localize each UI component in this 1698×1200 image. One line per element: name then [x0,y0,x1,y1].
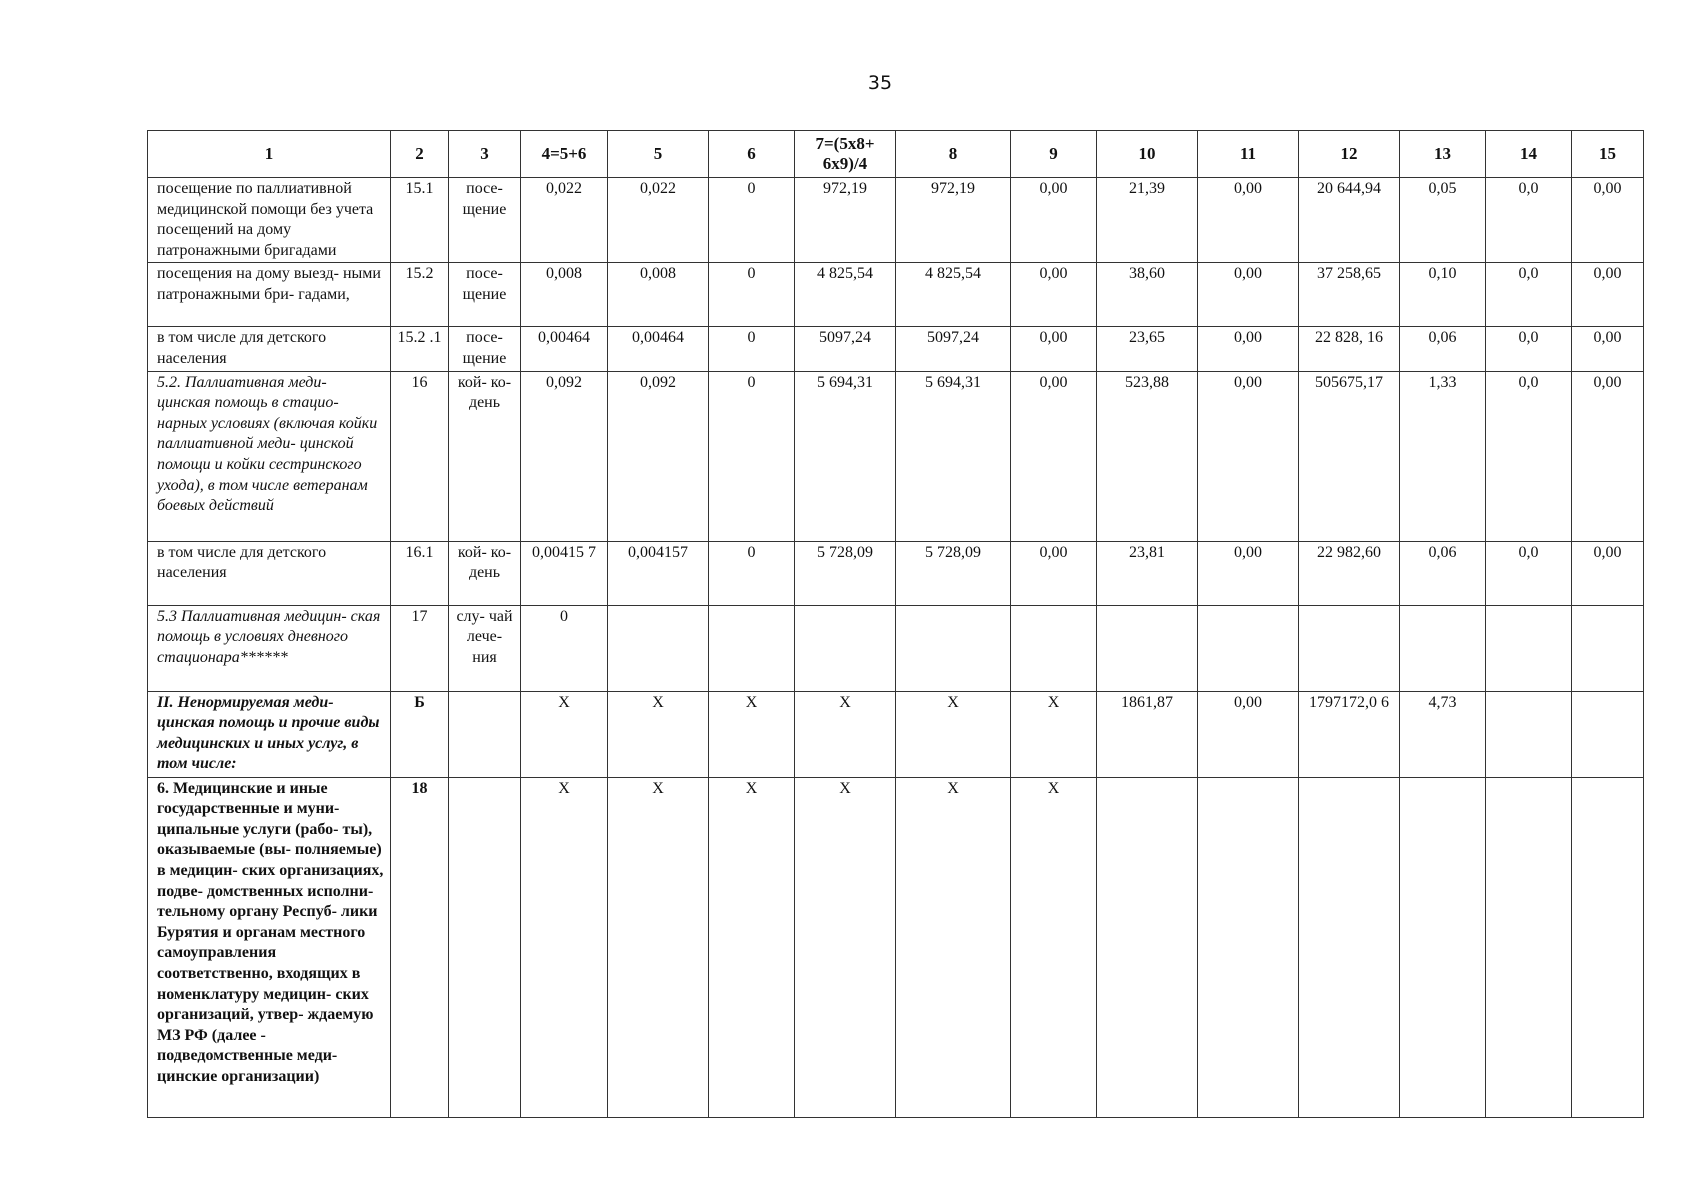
table-cell: 0,00415 7 [521,541,608,605]
table-cell: 0,00464 [521,327,608,371]
table-cell [1400,605,1486,691]
table-cell: Х [896,691,1011,777]
table-row [148,777,1644,1117]
table-cell: 0,10 [1400,263,1486,327]
table-cell: 0,06 [1400,327,1486,371]
table-cell [449,691,521,777]
table-cell: кой- ко- день [449,371,521,541]
table-cell [709,605,795,691]
table-row [148,691,1644,777]
table-cell: 22 828, 16 [1299,327,1400,371]
column-header: 5 [608,131,709,178]
table-cell: 972,19 [795,178,896,263]
column-header: 8 [896,131,1011,178]
table-cell [1486,605,1572,691]
table-cell: 5097,24 [795,327,896,371]
column-header: 6 [709,131,795,178]
table-row [148,605,1644,691]
table-cell: 15.2 [391,263,449,327]
column-header: 14 [1486,131,1572,178]
table-cell [1011,605,1097,691]
column-header: 3 [449,131,521,178]
column-header: 11 [1198,131,1299,178]
table-cell: посе- щение [449,263,521,327]
table-cell: 0,022 [521,178,608,263]
table-cell: Х [521,777,608,1117]
table-cell: посе- щение [449,178,521,263]
row-label-cell: в том числе для детского населения [148,541,391,605]
column-header: 15 [1572,131,1644,178]
table-cell: 0,00 [1572,541,1644,605]
table-cell: Х [1011,691,1097,777]
table-row [148,371,1644,541]
table-cell: 0,00 [1011,371,1097,541]
column-header: 7=(5х8+ 6х9)/4 [795,131,896,178]
table-cell: 22 982,60 [1299,541,1400,605]
table-cell: 0,0 [1486,371,1572,541]
table-cell [1400,777,1486,1117]
table-cell: 23,81 [1097,541,1198,605]
table-cell: 18 [391,777,449,1117]
table-cell [1572,691,1644,777]
table-cell [608,605,709,691]
table-cell: 0,0 [1486,178,1572,263]
table-cell: 5 694,31 [795,371,896,541]
row-label-cell: 6. Медицинские и иные государственные и муни- ципальные услуги (рабо- ты), оказываемые (вы- полняемые) в медицин- ских организациях, подве- домственных исполни- тельному органу Респуб- лики Бурятия и органам местного самоуправления соответственно, входящих в номенклатуру медицин- ских организаций, утвер- ждаемую МЗ РФ (далее - подведомственные меди- цинские организации) [148,777,391,1117]
table-row [148,327,1644,371]
table-cell: 0 [709,327,795,371]
table-cell: кой- ко- день [449,541,521,605]
column-header: 13 [1400,131,1486,178]
row-label-cell: II. Ненормируемая меди- цинская помощь и прочие виды медицинских и иных услуг, в том числе: [148,691,391,777]
row-label-cell: в том числе для детского населения [148,327,391,371]
table-cell [1198,777,1299,1117]
column-header: 2 [391,131,449,178]
table-cell: 0,00 [1198,691,1299,777]
table-cell: 0,008 [521,263,608,327]
table-cell: слу- чай лече- ния [449,605,521,691]
table-cell: 0,092 [608,371,709,541]
table-cell: 0,00 [1572,327,1644,371]
column-header: 1 [148,131,391,178]
table-cell [1097,777,1198,1117]
table-cell: 0,0 [1486,263,1572,327]
table-cell: Х [896,777,1011,1117]
table-cell: 23,65 [1097,327,1198,371]
table-cell: 0,00 [1198,541,1299,605]
table-cell: 0,022 [608,178,709,263]
table-cell: 15.2 .1 [391,327,449,371]
table-cell: 1,33 [1400,371,1486,541]
table-cell: 505675,17 [1299,371,1400,541]
table-cell: Х [608,691,709,777]
table-cell: 15.1 [391,178,449,263]
table-cell: Х [608,777,709,1117]
table-cell: 0,00 [1011,541,1097,605]
table-cell: 4 825,54 [896,263,1011,327]
table-cell [449,777,521,1117]
table-cell: 0,00 [1198,371,1299,541]
table-cell: Х [1011,777,1097,1117]
table-cell: 0,05 [1400,178,1486,263]
table-cell: 0,00 [1011,327,1097,371]
row-label-cell: 5.3 Паллиативная медицин- ская помощь в условиях дневного стационара****** [148,605,391,691]
table-cell: 38,60 [1097,263,1198,327]
table-cell: 0,092 [521,371,608,541]
table-cell: 1797172,0 6 [1299,691,1400,777]
column-header: 12 [1299,131,1400,178]
table-cell: Х [795,691,896,777]
table-cell: 0,004157 [608,541,709,605]
table-cell: 0,00 [1198,327,1299,371]
table-cell: 16.1 [391,541,449,605]
table-cell: 5 728,09 [896,541,1011,605]
table-cell: 0,00464 [608,327,709,371]
table-cell: 21,39 [1097,178,1198,263]
table-row [148,178,1644,263]
column-header: 9 [1011,131,1097,178]
table-cell: 4,73 [1400,691,1486,777]
table-row [148,263,1644,327]
table-cell: 0,00 [1572,263,1644,327]
table-cell: 0 [709,371,795,541]
table-cell: 4 825,54 [795,263,896,327]
table-cell [795,605,896,691]
table-row [148,541,1644,605]
table-cell [1572,605,1644,691]
table-cell [1299,605,1400,691]
table-cell: Х [709,777,795,1117]
table-cell: 0,00 [1011,178,1097,263]
table-cell: 5 694,31 [896,371,1011,541]
table-cell [1198,605,1299,691]
table-cell: 0,06 [1400,541,1486,605]
table-cell: 1861,87 [1097,691,1198,777]
table-cell [1486,777,1572,1117]
table-cell: 523,88 [1097,371,1198,541]
table-cell: 0,008 [608,263,709,327]
table-cell: 0 [709,541,795,605]
table-cell: Х [521,691,608,777]
table-cell: 0 [709,263,795,327]
table-cell: 5 728,09 [795,541,896,605]
table-cell: 972,19 [896,178,1011,263]
row-label-cell: 5.2. Паллиативная меди- цинская помощь в стацио- нарных условиях (включая койки паллиативной меди- цинской помощи и койки сестринского ухода), в том числе ветеранам боевых действий [148,371,391,541]
table-cell: Х [709,691,795,777]
table-cell [1097,605,1198,691]
table-cell: 0,00 [1572,178,1644,263]
table-cell: посе- щение [449,327,521,371]
table-cell: 0,00 [1011,263,1097,327]
table-cell: 0,0 [1486,327,1572,371]
table-cell [1299,777,1400,1117]
table-cell: 0 [709,178,795,263]
table-cell [1486,691,1572,777]
table-cell: Х [795,777,896,1117]
table-cell: 0,00 [1198,263,1299,327]
table-cell: 20 644,94 [1299,178,1400,263]
table-cell [896,605,1011,691]
column-header: 4=5+6 [521,131,608,178]
data-table [147,130,1644,1118]
table-cell [1572,777,1644,1117]
table-cell: 37 258,65 [1299,263,1400,327]
page-number: 35 [867,72,893,94]
row-label-cell: посещение по паллиативной медицинской помощи без учета посещений на дому патронажными бригадами [148,178,391,263]
table-cell: Б [391,691,449,777]
table-cell: 0,00 [1198,178,1299,263]
table-cell: 0 [521,605,608,691]
table-cell: 5097,24 [896,327,1011,371]
table-cell: 0,00 [1572,371,1644,541]
table-header-row [148,131,1644,178]
table-body [148,178,1644,1118]
table-cell: 16 [391,371,449,541]
table-cell: 17 [391,605,449,691]
column-header: 10 [1097,131,1198,178]
row-label-cell: посещения на дому выезд- ными патронажными бри- гадами, [148,263,391,327]
table-cell: 0,0 [1486,541,1572,605]
